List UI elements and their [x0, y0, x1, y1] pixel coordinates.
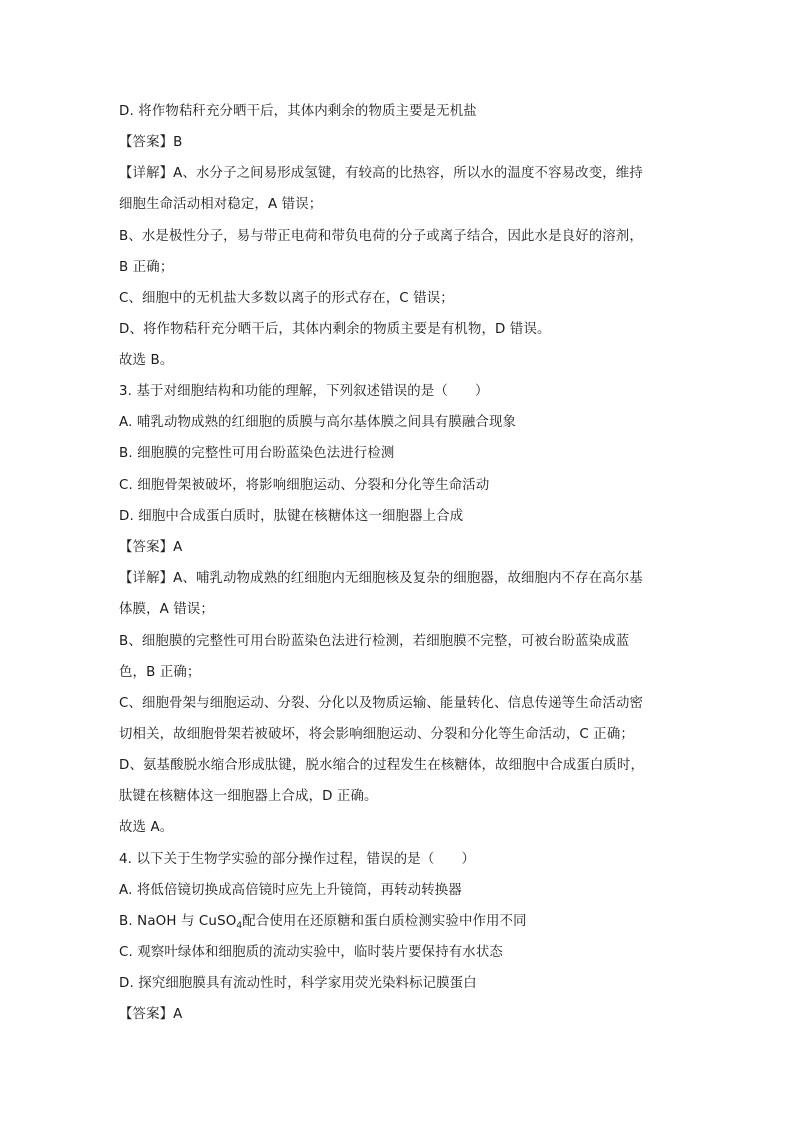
question-3-option-b: B. 细胞膜的完整性可用台盼蓝染色法进行检测 — [119, 446, 395, 461]
question-4-option-c: C. 观察叶绿体和细胞质的流动实验中，临时装片要保持有水状态 — [119, 945, 503, 960]
explanation-line: B、水是极性分子，易与带正电荷和带负电荷的分子或离子结合，因此水是良好的溶剂， — [119, 229, 643, 244]
question-3-option-a: A. 哺乳动物成熟的红细胞的质膜与高尔基体膜之间具有膜融合现象 — [119, 415, 517, 430]
answer-line: 【答案】B — [119, 135, 183, 150]
explanation-line: D、氨基酸脱水缩合形成肽键，脱水缩合的过程发生在核糖体，故细胞中合成蛋白质时， — [119, 758, 645, 773]
explanation-line: 体膜，A 错误； — [119, 602, 214, 617]
explanation-line: 【详解】A、水分子之间易形成氢键，有较高的比热容，所以水的温度不容易改变，维持 — [119, 166, 643, 181]
conclusion-line: 故选 A。 — [119, 820, 174, 835]
answer-line: 【答案】A — [119, 540, 183, 555]
option-b-text-after: 配合使用在还原糖和蛋白质检测实验中作用不同 — [242, 914, 527, 929]
explanation-line: C、细胞中的无机盐大多数以离子的形式存在，C 错误； — [119, 291, 454, 306]
question-4-option-a: A. 将低倍镜切换成高倍镜时应先上升镜筒，再转动转换器 — [119, 883, 462, 898]
subscript-4: 4 — [236, 921, 243, 931]
question-4-option-d: D. 探究细胞膜具有流动性时，科学家用荧光染料标记膜蛋白 — [119, 976, 477, 991]
explanation-line: B 正确； — [119, 260, 174, 275]
option-b-text-before: B. NaOH 与 CuSO — [119, 914, 237, 929]
question-3-stem: 3. 基于对细胞结构和功能的理解，下列叙述错误的是（ ） — [119, 384, 489, 399]
explanation-line: 肽键在核糖体这一细胞器上合成，D 正确。 — [119, 789, 378, 804]
explanation-line: 【详解】A、哺乳动物成熟的红细胞内无细胞核及复杂的细胞器，故细胞内不存在高尔基 — [119, 571, 643, 586]
explanation-line: D、将作物秸秆充分晒干后，其体内剩余的物质主要是有机物，D 错误。 — [119, 322, 551, 337]
explanation-line: 色，B 正确； — [119, 665, 201, 680]
answer-line: 【答案】A — [119, 1007, 183, 1022]
question-4-stem: 4. 以下关于生物学实验的部分操作过程，错误的是（ ） — [119, 852, 475, 867]
conclusion-line: 故选 B。 — [119, 353, 174, 368]
option-d-line: D. 将作物秸秆充分晒干后，其体内剩余的物质主要是无机盐 — [119, 104, 477, 119]
explanation-line: 细胞生命活动相对稳定，A 错误； — [119, 197, 323, 212]
explanation-line: C、细胞骨架与细胞运动、分裂、分化以及物质运输、能量转化、信息传递等生命活动密 — [119, 696, 644, 711]
question-3-option-d: D. 细胞中合成蛋白质时，肽键在核糖体这一细胞器上合成 — [119, 509, 464, 524]
explanation-line: 切相关，故细胞骨架若被破坏，将会影响细胞运动、分裂和分化等生命活动，C 正确； — [119, 727, 634, 742]
question-4-option-b — [119, 913, 527, 935]
question-3-option-c: C. 细胞骨架被破坏，将影响细胞运动、分裂和分化等生命活动 — [119, 478, 490, 493]
explanation-line: B、细胞膜的完整性可用台盼蓝染色法进行检测，若细胞膜不完整，可被台盼蓝染成蓝 — [119, 634, 630, 649]
